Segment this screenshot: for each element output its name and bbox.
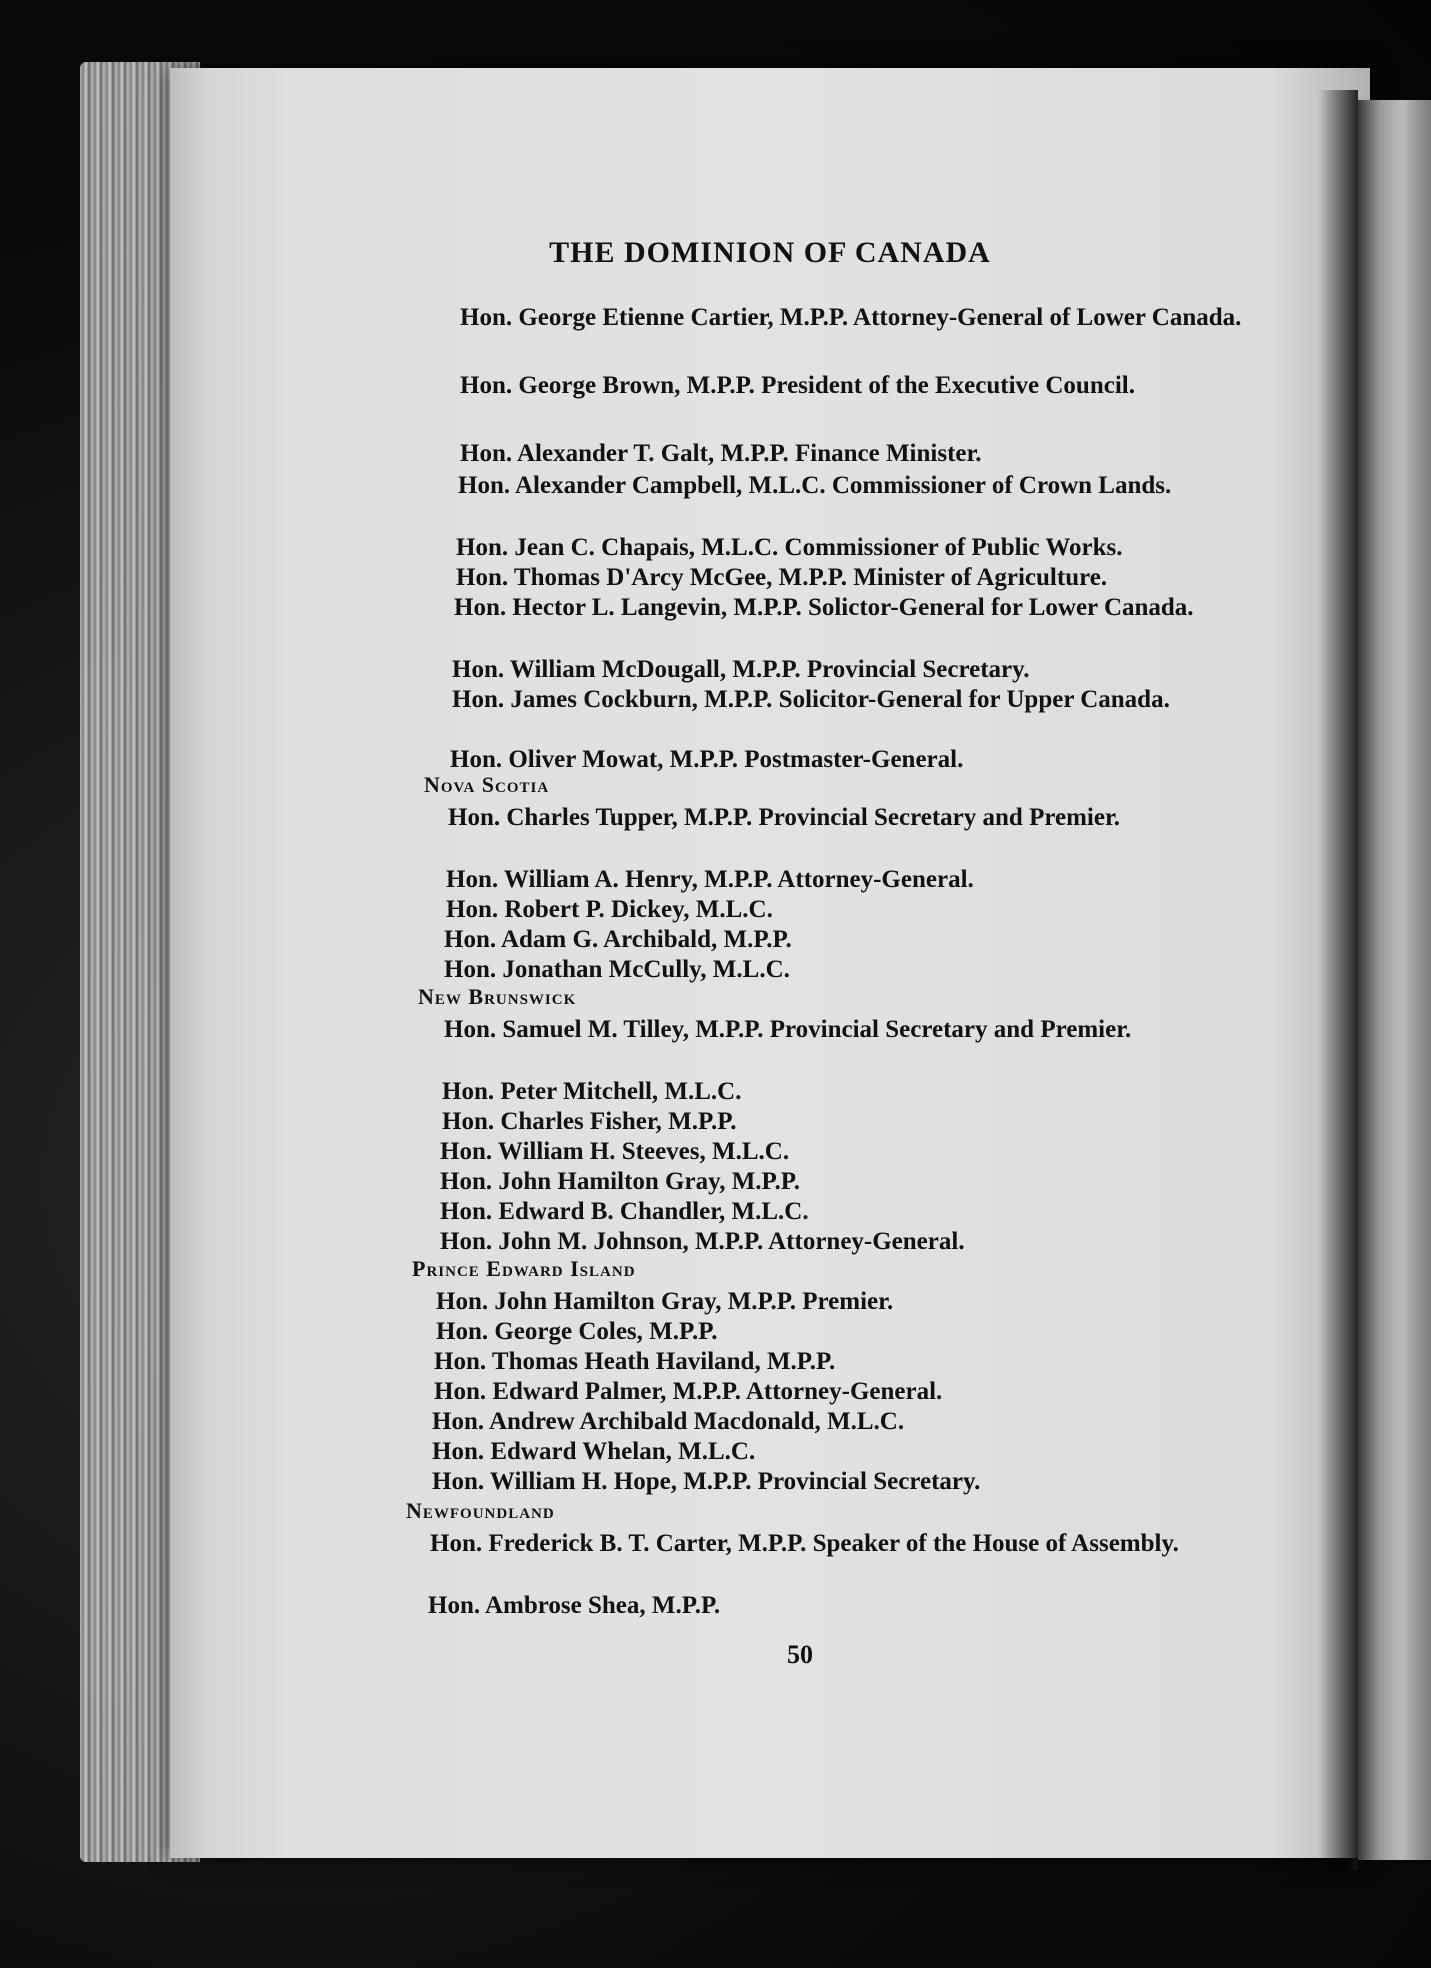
entry: Hon. Edward B. Chandler, M.L.C.: [440, 1198, 809, 1225]
entry: Hon. William McDougall, M.P.P. Provincial Secretary.: [452, 656, 1030, 683]
entry: Hon. George Brown, M.P.P. President of the Executive Council.: [460, 372, 1135, 399]
entry: Hon. George Etienne Cartier, M.P.P. Attorney-General of Lower Canada.: [460, 304, 1242, 331]
entry: Hon. William H. Hope, M.P.P. Provincial Secretary.: [432, 1468, 981, 1495]
entry: Hon. Frederick B. T. Carter, M.P.P. Speaker of the House of Assembly.: [430, 1530, 1179, 1557]
entry: Hon. Charles Fisher, M.P.P.: [442, 1108, 737, 1135]
entry: Hon. Adam G. Archibald, M.P.P.: [444, 926, 792, 953]
entry: Hon. Jonathan McCully, M.L.C.: [444, 956, 790, 983]
section-heading-newfoundland: Newfoundland: [406, 1498, 555, 1523]
entry: Hon. William H. Steeves, M.L.C.: [440, 1138, 790, 1165]
entry: Hon. Alexander Campbell, M.L.C. Commissioner of Crown Lands.: [458, 472, 1172, 499]
entry: Hon. Jean C. Chapais, M.L.C. Commissioner of Public Works.: [456, 534, 1123, 561]
entry: Hon. Andrew Archibald Macdonald, M.L.C.: [432, 1408, 905, 1435]
running-head: THE DOMINION OF CANADA: [549, 236, 991, 269]
section-heading-new-brunswick: New Brunswick: [418, 984, 577, 1009]
entry: Hon. Edward Palmer, M.P.P. Attorney-General.: [434, 1378, 943, 1405]
entry: Hon. Edward Whelan, M.L.C.: [432, 1438, 756, 1465]
section-heading-nova-scotia: Nova Scotia: [424, 772, 550, 797]
entry: Hon. Thomas D'Arcy McGee, M.P.P. Minister of Agriculture.: [456, 564, 1108, 591]
entry: Hon. John Hamilton Gray, M.P.P.: [440, 1168, 801, 1195]
entry: Hon. Alexander T. Galt, M.P.P. Finance Minister.: [460, 440, 982, 467]
entry: Hon. William A. Henry, M.P.P. Attorney-General.: [446, 866, 974, 893]
entry: Hon. Charles Tupper, M.P.P. Provincial Secretary and Premier.: [448, 804, 1121, 831]
entry: Hon. Hector L. Langevin, M.P.P. Solictor-General for Lower Canada.: [454, 594, 1194, 621]
entry: Hon. Ambrose Shea, M.P.P.: [428, 1592, 721, 1619]
entry: Hon. George Coles, M.P.P.: [436, 1318, 718, 1345]
entry: Hon. Robert P. Dickey, M.L.C.: [446, 896, 773, 923]
page-number: 50: [787, 1640, 813, 1669]
section-heading-pei: Prince Edward Island: [412, 1256, 636, 1281]
entry: Hon. Samuel M. Tilley, M.P.P. Provincial Secretary and Premier.: [444, 1016, 1132, 1043]
entry: Hon. James Cockburn, M.P.P. Solicitor-General for Upper Canada.: [452, 686, 1170, 713]
entry: Hon. Oliver Mowat, M.P.P. Postmaster-General.: [450, 746, 964, 773]
entry: Hon. Peter Mitchell, M.L.C.: [442, 1078, 742, 1105]
entry: Hon. Thomas Heath Haviland, M.P.P.: [434, 1348, 836, 1375]
entry: Hon. John M. Johnson, M.P.P. Attorney-General.: [440, 1228, 965, 1255]
entry: Hon. John Hamilton Gray, M.P.P. Premier.: [436, 1288, 894, 1315]
